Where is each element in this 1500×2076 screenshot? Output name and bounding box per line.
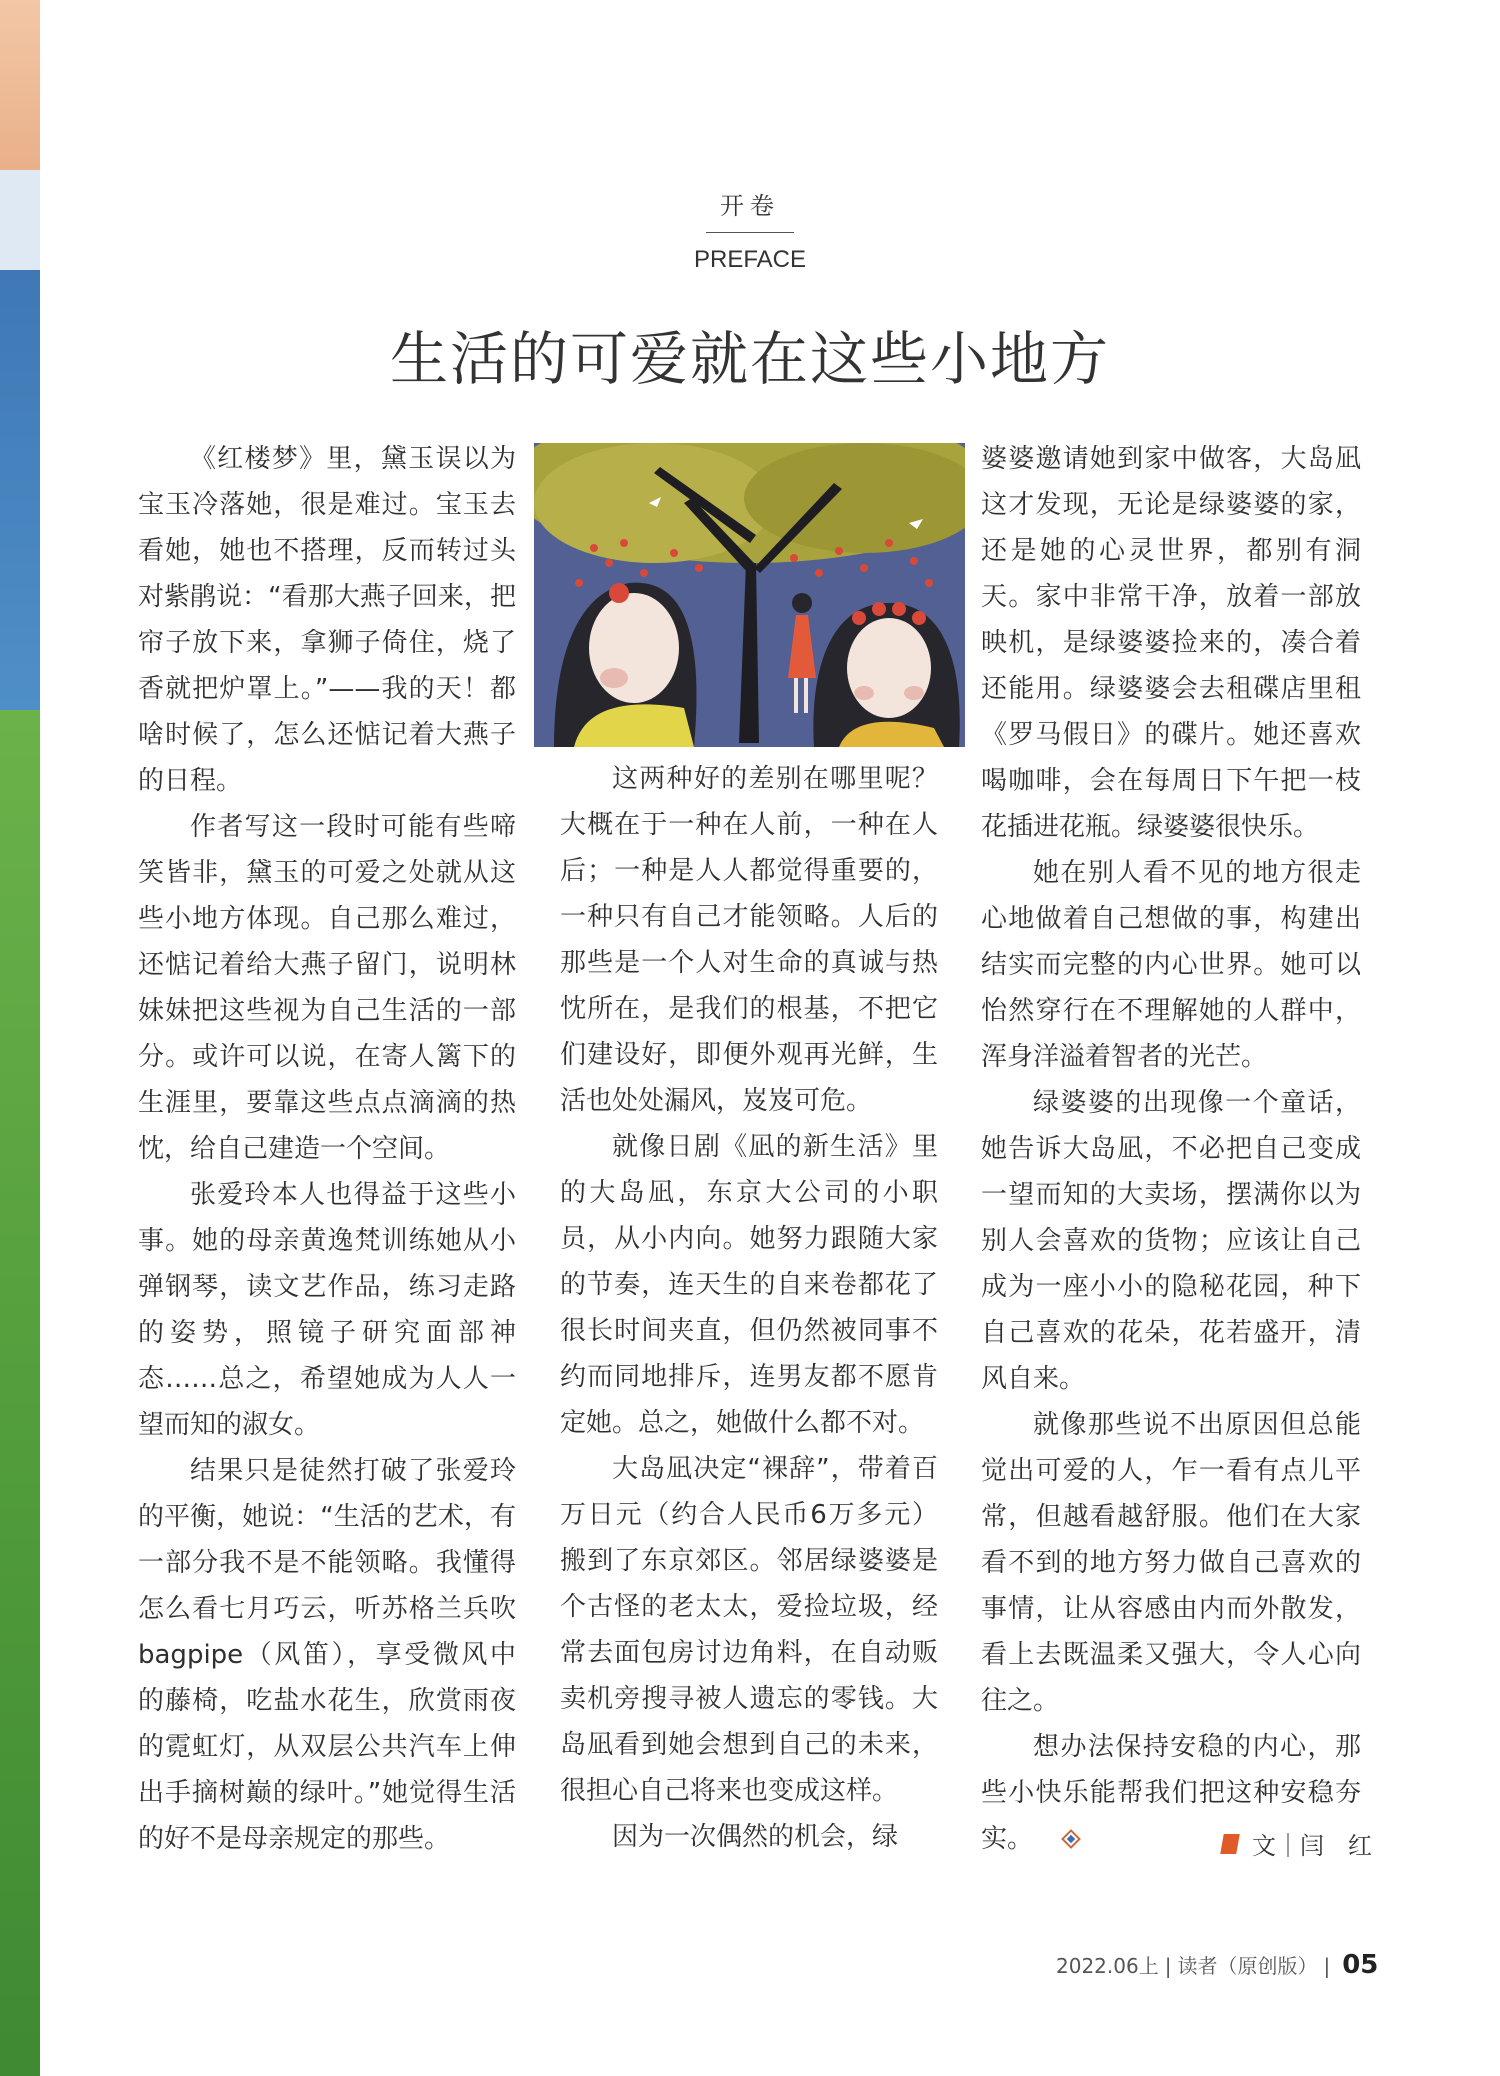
paragraph: 就像日剧《凪的新生活》里的大岛凪，东京大公司的小职员，从小内向。她努力跟随大家的节奏，连天生的自来卷都花了很长时间夹直，但仍然被同事不约而同地排斥，连男友都不愿肯定她。总之，她做什么都不对。 [560,1132,938,1438]
section-label-cn: 开卷 [720,192,780,220]
header-divider [706,232,794,233]
paragraph: 绿婆婆的出现像一个童话，她告诉大岛凪，不必把自己变成一望而知的大卖场，摆满你以为别人会喜欢的货物；应该让自己成为一座小小的隐秘花园，种下自己喜欢的花朵，花若盛开，清风自来。 [981,1088,1361,1394]
paragraph: 她在别人看不见的地方很走心地做着自己想做的事，构建出结实而完整的内心世界。她可以怡然穿行在不理解她的人群中，浑身洋溢着智者的光芒。 [981,858,1361,1072]
paragraph: 《红楼梦》里，黛玉误以为宝玉冷落她，很是难过。宝玉去看她，她也不搭理，反而转过头对紫鹃说：“看那大燕子回来，把帘子放下来，拿狮子倚住，烧了香就把炉罩上。”——我的天！都啥时候了，怎么还惦记着大燕子的日程。 [138,444,516,796]
paragraph: 张爱玲本人也得益于这些小事。她的母亲黄逸梵训练她从小弹钢琴，读文艺作品，练习走路的姿势，照镜子研究面部神态……总之，希望她成为人人一望而知的淑女。 [138,1180,516,1440]
issue-date: 2022.06上 [1056,1954,1159,1978]
page-number: 05 [1342,1950,1379,1980]
footer-separator: | [1164,1954,1172,1978]
article-illustration [534,443,965,747]
paragraph: 大岛凪决定“裸辞”，带着百万日元（约合人民币6万多元）搬到了东京郊区。邻居绿婆婆是个古怪的老太太，爱捡垃圾，经常去面包房讨边角料，在自动贩卖机旁搜寻被人遗忘的零钱。大岛凪看到她会想到自己的未来，很担心自己将来也变成这样。 [560,1454,938,1806]
text-column-1 [138,436,516,1862]
author-text: 文｜闫 红 [1252,1832,1372,1860]
byline-mark-icon [1220,1834,1240,1854]
page-footer [1056,1950,1379,1980]
text-column-3 [981,436,1361,1862]
paragraph: 婆婆邀请她到家中做客，大岛凪这才发现，无论是绿婆婆的家，还是她的心灵世界，都别有洞天。家中非常干净，放着一部放映机，是绿婆婆捡来的，凑合着还能用。绿婆婆会去租碟店里租《罗马假日》的碟片。她还喜欢喝咖啡，会在每周日下午把一枝花插进花瓶。绿婆婆很快乐。 [981,444,1361,842]
section-label-en: PREFACE [693,246,807,273]
paragraph: 就像那些说不出原因但总能觉出可爱的人，乍一看有点儿平常，但越看越舒服。他们在大家看不到的地方努力做自己喜欢的事情，让从容感由内而外散发，看上去既温柔又强大，令人心向往之。 [981,1410,1361,1716]
paragraph: 这两种好的差别在哪里呢？大概在于一种在人前，一种在人后；一种是人人都觉得重要的，一种只有自己才能领略。人后的那些是一个人对生命的真诚与热忱所在，是我们的根基，不把它们建设好，即便外观再光鲜，生活也处处漏风，岌岌可危。 [560,764,938,1116]
text-column-2 [560,756,938,1860]
footer-separator: | [1323,1954,1331,1978]
author-byline [1222,1826,1372,1861]
end-mark-icon [1060,1828,1082,1850]
article-title: 生活的可爱就在这些小地方 [389,325,1110,393]
paragraph: 想办法保持安稳的内心，那些小快乐能帮我们把这种安稳夯实。 [981,1732,1361,1854]
paragraph: 作者写这一段时可能有些啼笑皆非，黛玉的可爱之处就从这些小地方体现。自己那么难过，还惦记着给大燕子留门，说明林妹妹把这些视为自己生活的一部分。或许可以说，在寄人篱下的生涯里，要靠这些点点滴滴的热忱，给自己建造一个空间。 [138,812,516,1164]
magazine-name: 读者（原创版） [1177,1954,1318,1978]
paragraph: 因为一次偶然的机会，绿 [612,1822,899,1852]
paragraph: 结果只是徒然打破了张爱玲的平衡，她说：“生活的艺术，有一部分我不是不能领略。我懂得怎么看七月巧云，听苏格兰兵吹bagpipe（风笛），享受微风中的藤椅，吃盐水花生，欣赏雨夜的霓虹灯，从双层公共汽车上伸出手摘树巅的绿叶。”她觉得生活的好不是母亲规定的那些。 [138,1456,516,1854]
